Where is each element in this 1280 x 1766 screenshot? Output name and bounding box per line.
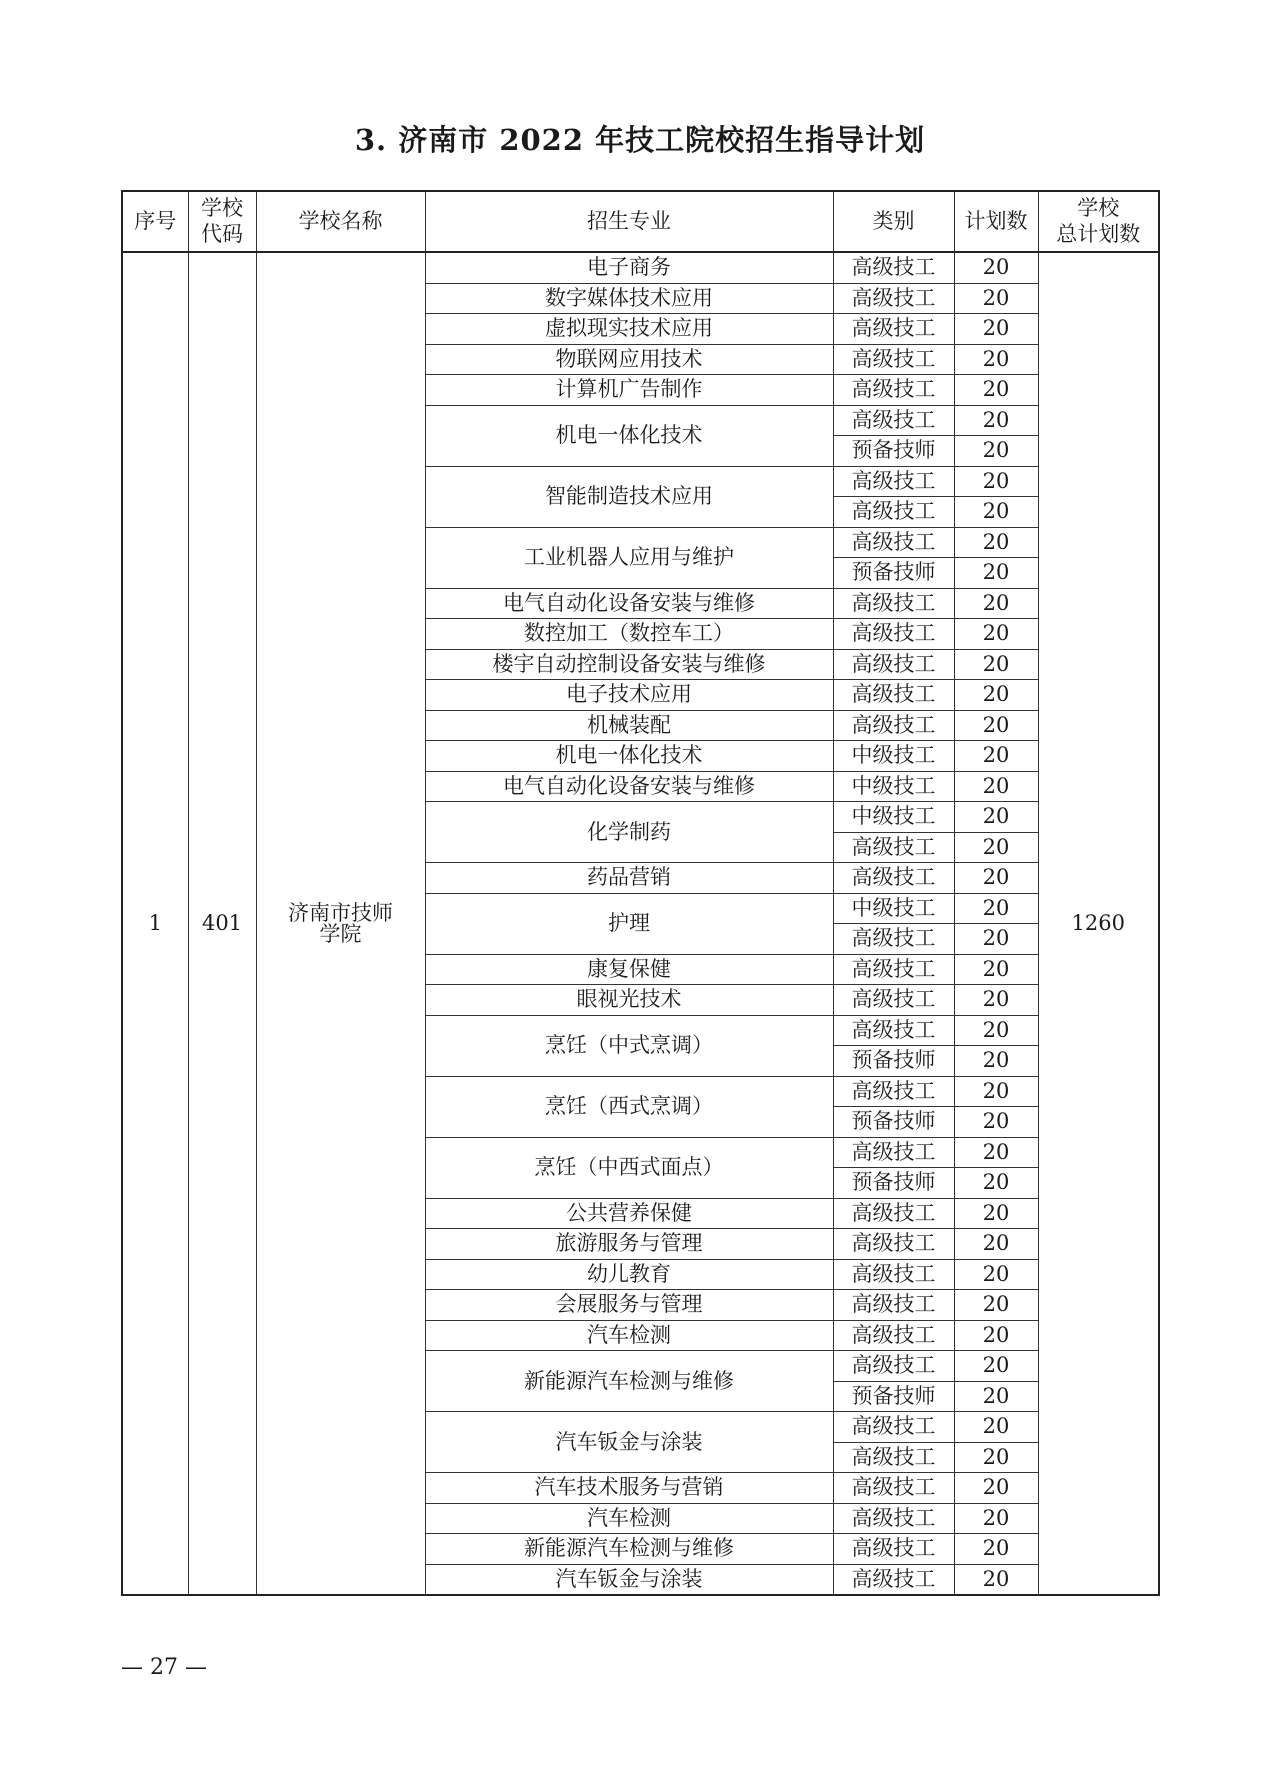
category-cell: 高级技工	[833, 466, 954, 497]
plan-count-cell: 20	[954, 1015, 1038, 1046]
header-category: 类别	[833, 191, 954, 252]
plan-count-cell: 20	[954, 1137, 1038, 1168]
major-name: 新能源汽车检测与维修	[425, 1534, 833, 1565]
category-cell: 高级技工	[833, 1442, 954, 1473]
category-cell: 高级技工	[833, 649, 954, 680]
header-name: 学校名称	[256, 191, 425, 252]
plan-count-cell: 20	[954, 1442, 1038, 1473]
category-cell: 中级技工	[833, 802, 954, 833]
major-name: 机电一体化技术	[425, 741, 833, 772]
plan-count-cell: 20	[954, 649, 1038, 680]
school-seq: 1	[122, 252, 188, 1595]
plan-count-cell: 20	[954, 1259, 1038, 1290]
plan-count-cell: 20	[954, 832, 1038, 863]
plan-count-cell: 20	[954, 1107, 1038, 1138]
major-name: 幼儿教育	[425, 1259, 833, 1290]
table-row	[122, 252, 1159, 283]
plan-count-cell: 20	[954, 802, 1038, 833]
category-cell: 预备技师	[833, 558, 954, 589]
plan-count-cell: 20	[954, 924, 1038, 955]
header-total: 学校 总计划数	[1038, 191, 1159, 252]
major-name: 护理	[425, 893, 833, 954]
plan-count-cell: 20	[954, 405, 1038, 436]
major-name: 电子技术应用	[425, 680, 833, 711]
category-cell: 预备技师	[833, 1107, 954, 1138]
plan-count-cell: 20	[954, 771, 1038, 802]
major-name: 化学制药	[425, 802, 833, 863]
category-cell: 高级技工	[833, 1015, 954, 1046]
category-cell: 中级技工	[833, 771, 954, 802]
category-cell: 高级技工	[833, 1503, 954, 1534]
major-name: 机械装配	[425, 710, 833, 741]
major-name: 烹饪（西式烹调）	[425, 1076, 833, 1137]
plan-count-cell: 20	[954, 954, 1038, 985]
major-name: 物联网应用技术	[425, 344, 833, 375]
plan-count-cell: 20	[954, 344, 1038, 375]
category-cell: 高级技工	[833, 710, 954, 741]
page-title: 3. 济南市 2022 年技工院校招生指导计划	[354, 123, 926, 157]
category-cell: 高级技工	[833, 1076, 954, 1107]
major-name: 会展服务与管理	[425, 1290, 833, 1321]
school-code: 401	[188, 252, 256, 1595]
plan-count-cell: 20	[954, 283, 1038, 314]
category-cell: 高级技工	[833, 283, 954, 314]
category-cell: 高级技工	[833, 1473, 954, 1504]
major-name: 数字媒体技术应用	[425, 283, 833, 314]
category-cell: 高级技工	[833, 1564, 954, 1595]
plan-count-cell: 20	[954, 893, 1038, 924]
school-total: 1260	[1038, 252, 1159, 1595]
category-cell: 高级技工	[833, 619, 954, 650]
plan-count-cell: 20	[954, 314, 1038, 345]
plan-count-cell: 20	[954, 680, 1038, 711]
category-cell: 高级技工	[833, 680, 954, 711]
category-cell: 预备技师	[833, 436, 954, 467]
plan-count-cell: 20	[954, 1473, 1038, 1504]
header-major: 招生专业	[425, 191, 833, 252]
plan-count-cell: 20	[954, 1229, 1038, 1260]
major-name: 汽车检测	[425, 1503, 833, 1534]
category-cell: 高级技工	[833, 1137, 954, 1168]
major-name: 汽车技术服务与营销	[425, 1473, 833, 1504]
plan-count-cell: 20	[954, 1046, 1038, 1077]
plan-count-cell: 20	[954, 375, 1038, 406]
plan-count-cell: 20	[954, 1320, 1038, 1351]
school-name: 济南市技师 学院	[256, 252, 425, 1595]
category-cell: 高级技工	[833, 1290, 954, 1321]
major-name: 机电一体化技术	[425, 405, 833, 466]
category-cell: 高级技工	[833, 1229, 954, 1260]
header-seq: 序号	[122, 191, 188, 252]
plan-count-cell: 20	[954, 1412, 1038, 1443]
major-name: 智能制造技术应用	[425, 466, 833, 527]
major-name: 虚拟现实技术应用	[425, 314, 833, 345]
major-name: 旅游服务与管理	[425, 1229, 833, 1260]
plan-count-cell: 20	[954, 527, 1038, 558]
major-name: 电气自动化设备安装与维修	[425, 771, 833, 802]
category-cell: 高级技工	[833, 1351, 954, 1382]
plan-count-cell: 20	[954, 436, 1038, 467]
major-name: 电子商务	[425, 252, 833, 283]
plan-count-cell: 20	[954, 252, 1038, 283]
major-name: 药品营销	[425, 863, 833, 894]
plan-count-cell: 20	[954, 1534, 1038, 1565]
major-name: 汽车钣金与涂装	[425, 1564, 833, 1595]
category-cell: 高级技工	[833, 954, 954, 985]
category-cell: 高级技工	[833, 405, 954, 436]
header-plan: 计划数	[954, 191, 1038, 252]
page-number: — 27 —	[121, 1655, 207, 1680]
category-cell: 高级技工	[833, 314, 954, 345]
major-name: 数控加工（数控车工）	[425, 619, 833, 650]
category-cell: 高级技工	[833, 527, 954, 558]
major-name: 新能源汽车检测与维修	[425, 1351, 833, 1412]
plan-count-cell: 20	[954, 588, 1038, 619]
major-name: 计算机广告制作	[425, 375, 833, 406]
category-cell: 中级技工	[833, 741, 954, 772]
category-cell: 高级技工	[833, 344, 954, 375]
category-cell: 预备技师	[833, 1046, 954, 1077]
plan-count-cell: 20	[954, 985, 1038, 1016]
category-cell: 高级技工	[833, 1412, 954, 1443]
plan-count-cell: 20	[954, 1564, 1038, 1595]
major-name: 楼宇自动控制设备安装与维修	[425, 649, 833, 680]
category-cell: 高级技工	[833, 375, 954, 406]
category-cell: 高级技工	[833, 497, 954, 528]
table-body	[122, 252, 1159, 1595]
major-name: 汽车钣金与涂装	[425, 1412, 833, 1473]
category-cell: 高级技工	[833, 588, 954, 619]
plan-count-cell: 20	[954, 710, 1038, 741]
plan-count-cell: 20	[954, 1351, 1038, 1382]
plan-count-cell: 20	[954, 466, 1038, 497]
major-name: 烹饪（中西式面点）	[425, 1137, 833, 1198]
plan-count-cell: 20	[954, 1290, 1038, 1321]
major-name: 公共营养保健	[425, 1198, 833, 1229]
major-name: 康复保健	[425, 954, 833, 985]
category-cell: 高级技工	[833, 252, 954, 283]
header-row	[122, 191, 1159, 252]
category-cell: 高级技工	[833, 863, 954, 894]
plan-count-cell: 20	[954, 1503, 1038, 1534]
header-code: 学校 代码	[188, 191, 256, 252]
category-cell: 高级技工	[833, 1259, 954, 1290]
category-cell: 高级技工	[833, 1534, 954, 1565]
major-name: 汽车检测	[425, 1320, 833, 1351]
major-name: 眼视光技术	[425, 985, 833, 1016]
category-cell: 预备技师	[833, 1381, 954, 1412]
plan-count-cell: 20	[954, 863, 1038, 894]
category-cell: 高级技工	[833, 985, 954, 1016]
plan-count-cell: 20	[954, 1168, 1038, 1199]
major-name: 工业机器人应用与维护	[425, 527, 833, 588]
category-cell: 高级技工	[833, 924, 954, 955]
category-cell: 预备技师	[833, 1168, 954, 1199]
enrollment-plan-table	[121, 190, 1160, 1596]
plan-count-cell: 20	[954, 558, 1038, 589]
category-cell: 高级技工	[833, 832, 954, 863]
category-cell: 高级技工	[833, 1198, 954, 1229]
category-cell: 高级技工	[833, 1320, 954, 1351]
plan-count-cell: 20	[954, 741, 1038, 772]
category-cell: 中级技工	[833, 893, 954, 924]
plan-count-cell: 20	[954, 1076, 1038, 1107]
plan-count-cell: 20	[954, 619, 1038, 650]
major-name: 电气自动化设备安装与维修	[425, 588, 833, 619]
plan-count-cell: 20	[954, 1381, 1038, 1412]
plan-count-cell: 20	[954, 1198, 1038, 1229]
plan-count-cell: 20	[954, 497, 1038, 528]
major-name: 烹饪（中式烹调）	[425, 1015, 833, 1076]
